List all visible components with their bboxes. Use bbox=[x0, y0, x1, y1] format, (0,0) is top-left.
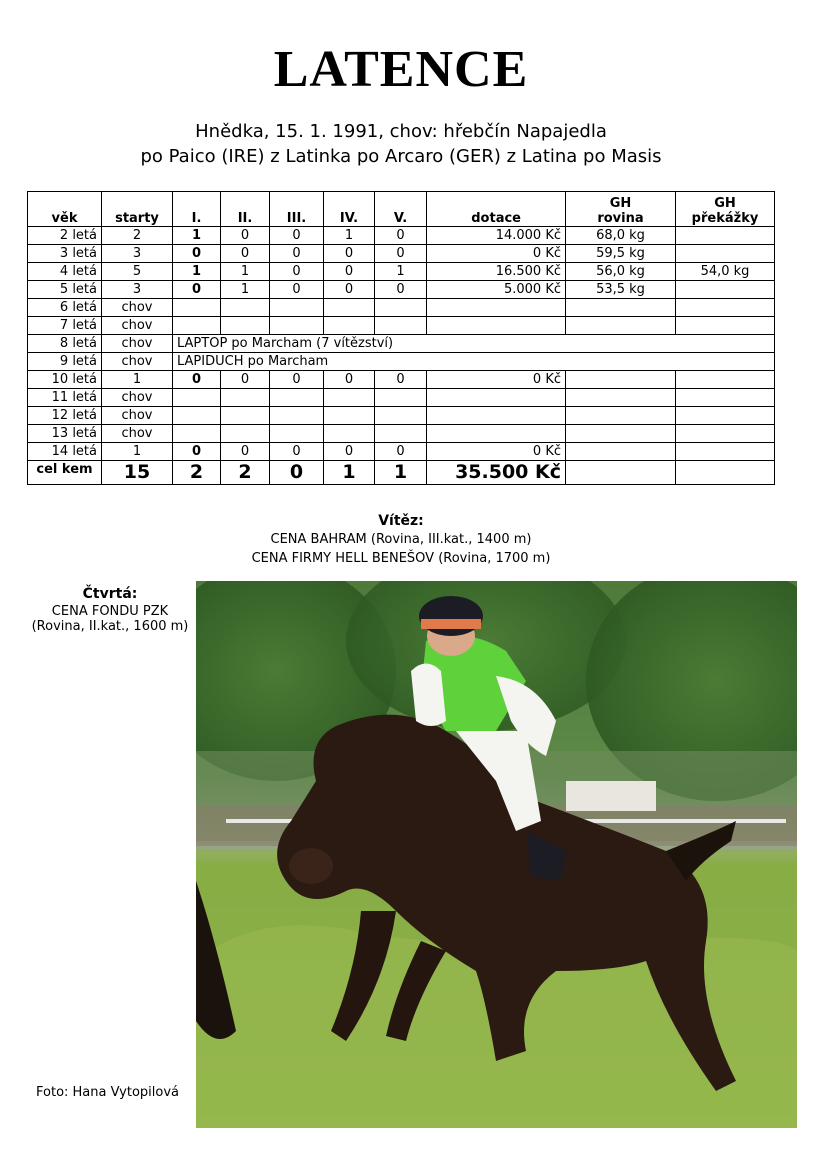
cell-age: 3 letá bbox=[28, 245, 102, 263]
cell-second bbox=[221, 425, 270, 443]
page-title: LATENCE bbox=[273, 41, 529, 98]
cell-age: 11 letá bbox=[28, 389, 102, 407]
cell-gh-flat: 56,0 kg bbox=[566, 263, 676, 281]
table-header-row bbox=[28, 192, 775, 227]
cell-age: 13 letá bbox=[28, 425, 102, 443]
cell-fifth bbox=[375, 317, 427, 335]
cell-gh-jump bbox=[676, 371, 775, 389]
cell-prize bbox=[427, 407, 566, 425]
cell-starts: 5 bbox=[102, 263, 173, 281]
cell-third: 0 bbox=[270, 263, 324, 281]
cell-prize bbox=[427, 299, 566, 317]
cell-third bbox=[270, 299, 324, 317]
cell-total-starts: 15 bbox=[102, 461, 173, 485]
cell-fifth bbox=[375, 425, 427, 443]
cell-prize bbox=[427, 317, 566, 335]
cell-fifth: 0 bbox=[375, 245, 427, 263]
cell-prize: 0 Kč bbox=[427, 371, 566, 389]
cell-age: 9 letá bbox=[28, 353, 102, 371]
cell-starts: chov bbox=[102, 317, 173, 335]
fourth-race: CENA FONDU PZK bbox=[51, 604, 169, 619]
cell-second: 0 bbox=[221, 227, 270, 245]
cell-total-first: 2 bbox=[173, 461, 221, 485]
cell-gh-jump bbox=[676, 407, 775, 425]
cell-starts: 1 bbox=[102, 371, 173, 389]
cell-second: 1 bbox=[221, 281, 270, 299]
cell-gh-flat bbox=[566, 299, 676, 317]
cell-age: 8 letá bbox=[28, 335, 102, 353]
cell-first: 1 bbox=[173, 227, 221, 245]
cell-second bbox=[221, 299, 270, 317]
cell-first bbox=[173, 389, 221, 407]
cell-age: 2 letá bbox=[28, 227, 102, 245]
cell-third bbox=[270, 425, 324, 443]
cell-first bbox=[173, 317, 221, 335]
racing-record-table bbox=[27, 191, 775, 485]
cell-third: 0 bbox=[270, 227, 324, 245]
cell-total-fifth: 1 bbox=[375, 461, 427, 485]
table-row bbox=[28, 371, 775, 389]
fourth-heading: Čtvrtá: bbox=[82, 586, 138, 602]
cell-first: 0 bbox=[173, 281, 221, 299]
cell-gh-jump bbox=[676, 389, 775, 407]
cell-starts: chov bbox=[102, 389, 173, 407]
header-prize: dotace bbox=[427, 192, 566, 227]
cell-gh-flat bbox=[566, 317, 676, 335]
cell-starts: chov bbox=[102, 425, 173, 443]
cell-fourth bbox=[324, 407, 375, 425]
cell-age: 7 letá bbox=[28, 317, 102, 335]
cell-third bbox=[270, 407, 324, 425]
cell-age: 14 letá bbox=[28, 443, 102, 461]
header-age: věk bbox=[28, 192, 102, 227]
cell-gh-jump bbox=[676, 299, 775, 317]
cell-first: 0 bbox=[173, 371, 221, 389]
cell-third: 0 bbox=[270, 281, 324, 299]
cell-gh-flat: 59,5 kg bbox=[566, 245, 676, 263]
header-first: I. bbox=[173, 192, 221, 227]
cell-fourth bbox=[324, 299, 375, 317]
pedigree-line: po Paico (IRE) z Latinka po Arcaro (GER) z Latina po Masis bbox=[140, 146, 662, 167]
cell-starts: chov bbox=[102, 353, 173, 371]
header-gh-flat: GH rovina bbox=[566, 192, 676, 227]
cell-prize bbox=[427, 425, 566, 443]
cell-third: 0 bbox=[270, 245, 324, 263]
cell-prize: 0 Kč bbox=[427, 443, 566, 461]
table-row bbox=[28, 335, 775, 353]
table-row bbox=[28, 443, 775, 461]
cell-total-third: 0 bbox=[270, 461, 324, 485]
cell-total-prize: 35.500 Kč bbox=[427, 461, 566, 485]
cell-gh-flat: 68,0 kg bbox=[566, 227, 676, 245]
cell-third bbox=[270, 317, 324, 335]
cell-gh-jump bbox=[676, 281, 775, 299]
cell-starts: 3 bbox=[102, 245, 173, 263]
cell-gh-flat bbox=[566, 407, 676, 425]
table-row bbox=[28, 407, 775, 425]
cell-first: 0 bbox=[173, 245, 221, 263]
header-fifth: V. bbox=[375, 192, 427, 227]
cell-fifth: 0 bbox=[375, 443, 427, 461]
cell-age: 5 letá bbox=[28, 281, 102, 299]
table-row bbox=[28, 353, 775, 371]
table-row bbox=[28, 281, 775, 299]
cell-fifth bbox=[375, 407, 427, 425]
winner-race-2: CENA FIRMY HELL BENEŠOV (Rovina, 1700 m) bbox=[251, 551, 551, 566]
cell-second bbox=[221, 407, 270, 425]
cell-fourth: 0 bbox=[324, 443, 375, 461]
cell-fifth bbox=[375, 389, 427, 407]
header-fourth: IV. bbox=[324, 192, 375, 227]
cell-starts: chov bbox=[102, 299, 173, 317]
header-gh-jump: GH překážky bbox=[676, 192, 775, 227]
header-starts: starty bbox=[102, 192, 173, 227]
winner-race-1: CENA BAHRAM (Rovina, III.kat., 1400 m) bbox=[270, 532, 532, 547]
table-row bbox=[28, 299, 775, 317]
cell-prize bbox=[427, 389, 566, 407]
cell-total-gh-flat bbox=[566, 461, 676, 485]
cell-fifth: 0 bbox=[375, 227, 427, 245]
cell-second: 0 bbox=[221, 245, 270, 263]
header-second: II. bbox=[221, 192, 270, 227]
cell-second bbox=[221, 317, 270, 335]
cell-second: 0 bbox=[221, 443, 270, 461]
cell-fifth: 0 bbox=[375, 371, 427, 389]
fourth-place-block bbox=[24, 586, 196, 634]
table-total-row bbox=[28, 461, 775, 485]
cell-starts: chov bbox=[102, 335, 173, 353]
cell-gh-jump bbox=[676, 227, 775, 245]
cell-third bbox=[270, 389, 324, 407]
cell-age: 12 letá bbox=[28, 407, 102, 425]
cell-starts: 2 bbox=[102, 227, 173, 245]
cell-prize: 5.000 Kč bbox=[427, 281, 566, 299]
table-row bbox=[28, 317, 775, 335]
cell-gh-flat: 53,5 kg bbox=[566, 281, 676, 299]
cell-first bbox=[173, 425, 221, 443]
cell-gh-jump bbox=[676, 425, 775, 443]
fourth-race-details: (Rovina, II.kat., 1600 m) bbox=[31, 619, 189, 634]
cell-second: 1 bbox=[221, 263, 270, 281]
cell-total-fourth: 1 bbox=[324, 461, 375, 485]
photo-credit: Foto: Hana Vytopilová bbox=[36, 1085, 179, 1100]
cell-prize: 16.500 Kč bbox=[427, 263, 566, 281]
cell-gh-flat bbox=[566, 389, 676, 407]
cell-offspring-note: LAPTOP po Marcham (7 vítězství) bbox=[173, 335, 775, 353]
cell-fourth bbox=[324, 425, 375, 443]
cell-starts: 1 bbox=[102, 443, 173, 461]
cell-fourth: 0 bbox=[324, 263, 375, 281]
cell-first: 0 bbox=[173, 443, 221, 461]
cell-gh-jump bbox=[676, 317, 775, 335]
cell-starts: chov bbox=[102, 407, 173, 425]
cell-fifth bbox=[375, 299, 427, 317]
cell-fourth: 0 bbox=[324, 245, 375, 263]
cell-age: 4 letá bbox=[28, 263, 102, 281]
cell-fourth bbox=[324, 389, 375, 407]
cell-fourth bbox=[324, 317, 375, 335]
cell-third: 0 bbox=[270, 443, 324, 461]
cell-fifth: 0 bbox=[375, 281, 427, 299]
table-row bbox=[28, 227, 775, 245]
header-third: III. bbox=[270, 192, 324, 227]
table-row bbox=[28, 389, 775, 407]
cell-second bbox=[221, 389, 270, 407]
cell-prize: 0 Kč bbox=[427, 245, 566, 263]
cell-fifth: 1 bbox=[375, 263, 427, 281]
cell-gh-flat bbox=[566, 443, 676, 461]
cell-first bbox=[173, 407, 221, 425]
table-row bbox=[28, 245, 775, 263]
cell-gh-flat bbox=[566, 425, 676, 443]
cell-gh-jump bbox=[676, 443, 775, 461]
cell-gh-jump bbox=[676, 245, 775, 263]
cell-fourth: 1 bbox=[324, 227, 375, 245]
table-row bbox=[28, 263, 775, 281]
horse-details: Hnědka, 15. 1. 1991, chov: hřebčín Napajedla bbox=[195, 121, 607, 142]
cell-total-second: 2 bbox=[221, 461, 270, 485]
cell-prize: 14.000 Kč bbox=[427, 227, 566, 245]
cell-first bbox=[173, 299, 221, 317]
cell-first: 1 bbox=[173, 263, 221, 281]
cell-starts: 3 bbox=[102, 281, 173, 299]
cell-gh-flat bbox=[566, 371, 676, 389]
cell-offspring-note: LAPIDUCH po Marcham bbox=[173, 353, 775, 371]
table-row bbox=[28, 425, 775, 443]
winner-heading: Vítěz: bbox=[378, 513, 424, 529]
cell-age: 10 letá bbox=[28, 371, 102, 389]
cell-age: 6 letá bbox=[28, 299, 102, 317]
cell-total-gh-jump bbox=[676, 461, 775, 485]
cell-total-label: cel kem bbox=[28, 461, 102, 485]
cell-fourth: 0 bbox=[324, 371, 375, 389]
cell-fourth: 0 bbox=[324, 281, 375, 299]
cell-second: 0 bbox=[221, 371, 270, 389]
cell-third: 0 bbox=[270, 371, 324, 389]
horse-jockey-photo bbox=[196, 581, 797, 1128]
cell-gh-jump: 54,0 kg bbox=[676, 263, 775, 281]
